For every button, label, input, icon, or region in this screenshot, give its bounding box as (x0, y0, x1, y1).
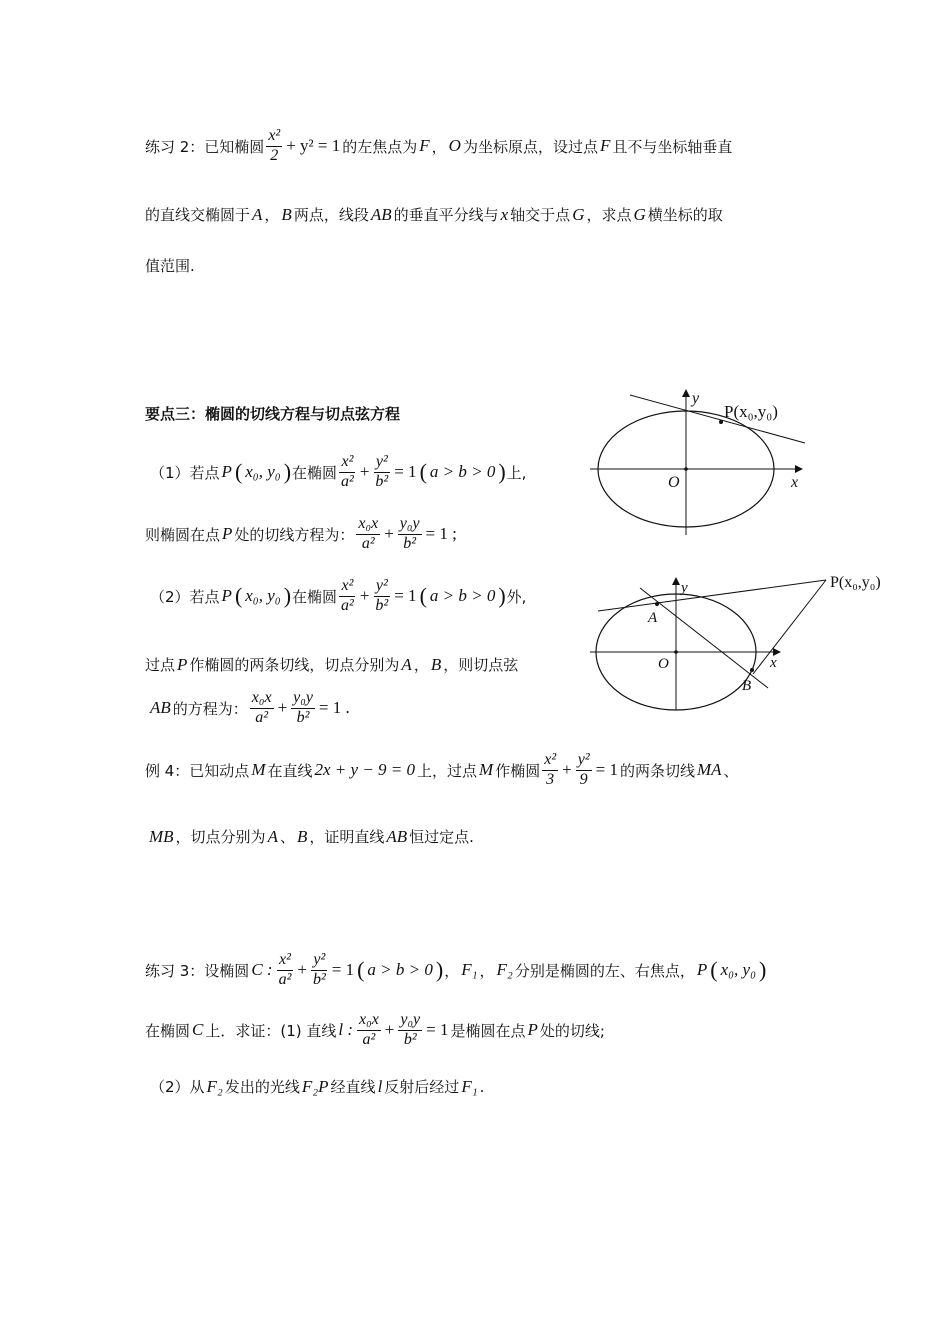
exercise3-line1: 练习 3：设椭圆 C : $\frac{\text{x²}}{\text{a²}}$ + $\frac{\text{y²}}{\text{b²}}$ = 1 ( a > b > 0 ) ， F₁ ， F₂ 分别是椭圆的左、右焦点， P ( x₀, y₀ ) (145, 951, 767, 988)
label-y: y (692, 390, 700, 407)
tangent-line-A (598, 580, 826, 611)
point-A (655, 602, 659, 606)
label-x: x (770, 655, 777, 671)
exercise2-line2: 的直线交椭圆于 A ， B 两点，线段 AB 的垂直平分线与 x 轴交于点 G ，求点 G 横坐标的取 (145, 204, 723, 224)
chord-of-contact-figure (590, 568, 890, 718)
tangent-point (719, 420, 723, 424)
fraction: $\frac{\text{y₀y}}{\text{b²}}$ (293, 689, 313, 726)
key3-p5: AB 的方程为： $\frac{\text{x₀x}}{\text{a²}}$ + $\frac{\text{y₀y}}{\text{b²}}$ = 1 . (150, 689, 350, 726)
label-B: B (742, 678, 752, 694)
fraction: $\frac{\text{x²}}{3}$ (544, 751, 557, 788)
label-P: P(x₀,y₀) (724, 402, 778, 421)
exercise3-line2: 在椭圆 C 上．求证：(1) 直线 l : $\frac{\text{x₀x}}{\text{a²}}$ + $\frac{\text{y₀y}}{\text{b²}}$ = 1 是椭圆在点 P 处的切线; (145, 1011, 605, 1048)
fraction: $\frac{\text{y₀y}}{\text{b²}}$ (400, 1011, 421, 1048)
label-O: O (658, 656, 669, 672)
exercise3-line3: （2）从 F₂ 发出的光线 F₂P 经直线 l 反射后经过 F₁ . (150, 1076, 485, 1096)
label-A: A (648, 610, 658, 626)
fraction: $\frac{\text{y²}}{9}$ (577, 751, 590, 788)
fraction: $\frac{\text{y²}}{\text{b²}}$ (312, 951, 326, 988)
fraction: $\frac{\text{x²}}{\text{a²}}$ (341, 453, 354, 490)
example4-line1: 例 4：已知动点 M 在直线 2x + y − 9 = 0 上，过点 M 作椭圆 $\frac{\text{x²}}{3}$ + $\frac{\text{y²}}{9}$ = 1 的两条切线 MA 、 (145, 751, 739, 788)
tangent-line (630, 395, 805, 443)
key3-p1: （1）若点 P ( x₀, y₀ ) 在椭圆 $\frac{\text{x²}}{\text{a²}}$ + $\frac{\text{y²}}{\text{b²}}$ = 1 ( a > b > 0 ) 上, (150, 453, 527, 490)
tangent-line-B (753, 580, 826, 674)
exercise2-line1: 练习 2：已知椭圆 $\frac{\text{x²}}{2}$ + y² = 1 的左焦点为 F ， O 为坐标原点，设过点 F 且不与坐标轴垂直 (145, 127, 733, 164)
origin-point (674, 650, 678, 654)
fraction: $\frac{\text{x₀x}}{\text{a²}}$ (359, 1011, 379, 1048)
section-heading: 要点三：椭圆的切线方程与切点弦方程 (145, 405, 401, 423)
key3-p2: 则椭圆在点 P 处的切线方程为： $\frac{\text{x₀x}}{\text{a²}}$ + $\frac{\text{y₀y}}{\text{b²}}$ = 1 ; (145, 515, 457, 552)
chord-AB (640, 588, 768, 688)
label-y: y (681, 580, 688, 596)
fraction: $\frac{\text{x₀x}}{\text{a²}}$ (251, 689, 272, 726)
fraction: $\frac{\text{y²}}{\text{b²}}$ (375, 577, 389, 614)
fraction: $\frac{\text{x²}}{\text{a²}}$ (341, 577, 354, 614)
tangent-figure (590, 385, 815, 540)
label-P: P(x₀,y₀) (830, 574, 881, 591)
exercise2-line3: 值范围. (145, 257, 195, 275)
fraction: $\frac{\text{x₀x}}{\text{a²}}$ (358, 515, 379, 552)
fraction: $\frac{\text{y²}}{\text{b²}}$ (375, 453, 389, 490)
fraction: $\frac{\text{x²}}{\text{a²}}$ (278, 951, 292, 988)
origin-point (684, 467, 688, 471)
point-B (750, 668, 754, 672)
key3-p4: 过点 P 作椭圆的两条切线，切点分别为 A ， B ，则切点弦 (145, 654, 519, 674)
label-x: x (791, 474, 799, 491)
example4-line2: MB ，切点分别为 A 、 B ，证明直线 AB 恒过定点. (149, 826, 474, 846)
fraction: $\frac{\text{x²}}{2}$ (268, 127, 281, 164)
key3-p3: （2）若点 P ( x₀, y₀ ) 在椭圆 $\frac{\text{x²}}{\text{a²}}$ + $\frac{\text{y²}}{\text{b²}}$ = 1 ( a > b > 0 ) 外, (150, 577, 527, 614)
fraction: $\frac{\text{y₀y}}{\text{b²}}$ (399, 515, 420, 552)
label-O: O (668, 474, 680, 491)
